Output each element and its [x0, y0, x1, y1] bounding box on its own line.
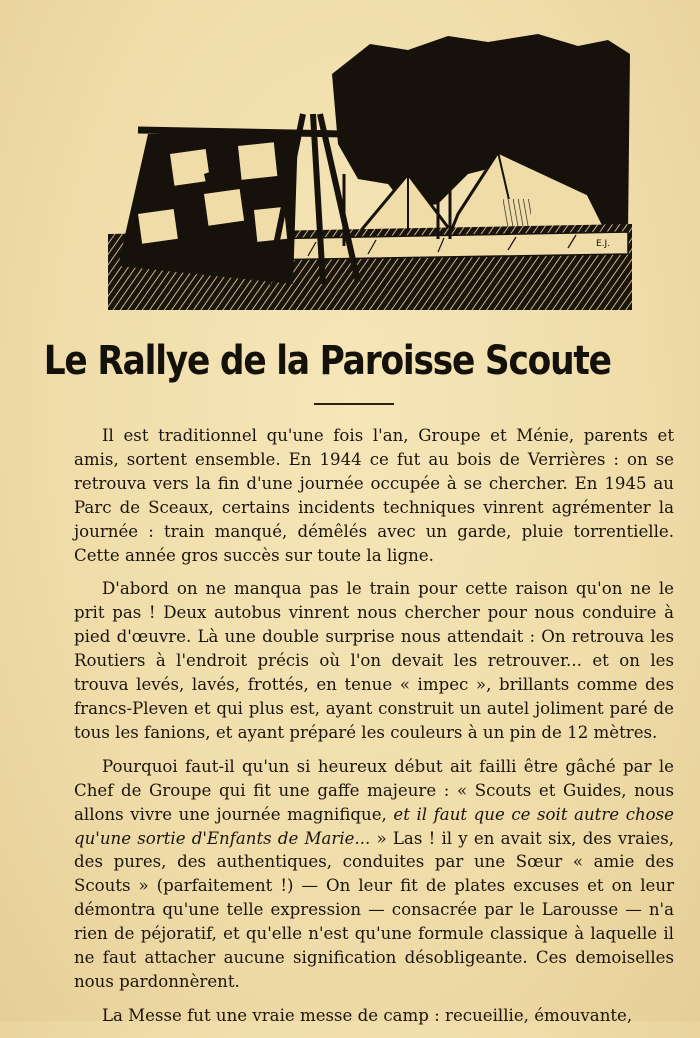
paragraph-text: La Messe fut une vraie messe de camp : recueillie, émouvante, [102, 1005, 633, 1025]
paragraph-text: Il est traditionnel qu'une fois l'an, Groupe et Ménie, parents et amis, sortent ensemble. En 1944 ce fut au bois de Verrières : on se retrouva vers la fin d'une journée occupée à se chercher. En 1945 au Parc de Sceaux, certains incidents techniques vinrent agrémenter la journée : train manqué, démêlés avec un garde, pluie torrentielle. Cette année gros succès sur toute la ligne. [74, 426, 674, 565]
article-paragraph [74, 1004, 674, 1028]
scout-camp-woodcut [108, 34, 632, 310]
article-body [74, 424, 674, 1038]
title-divider [314, 403, 394, 405]
paragraph-text: Pourquoi faut-il qu'un si heureux début ait failli être gâché par le Chef de Groupe qui fit une gaffe majeure : « Scouts et Guides, nous allons vivre une journée magnifique, [74, 756, 674, 824]
woodcut-illustration [108, 34, 632, 310]
article-paragraph [74, 424, 674, 567]
article-paragraph [74, 577, 674, 744]
article-paragraph [74, 755, 674, 994]
italic-quote: et il faut que ce soit autre chose qu'une sortie d'Enfants de Marie... [74, 804, 674, 848]
paragraph-text: » Las ! il y en avait six, des vraies, des pures, des authentiques, conduites par une Sœur « amie des Scouts » (parfaitement !) — On leur fit de plates excuses et on leur démontra qu'une telle expression — consacrée par le Larousse — n'a rien de péjoratif, et qu'elle n'est qu'une formule classique à laquelle il ne faut attacher aucune signification désobligeante. Ces demoiselles nous pardonnèrent. [74, 828, 674, 991]
illustration-signature: E.J. [596, 239, 611, 249]
paragraph-text: D'abord on ne manqua pas le train pour cette raison qu'on ne le prit pas ! Deux autobus vinrent nous chercher pour nous conduire à pied d'œuvre. Là une double surprise nous attendait : On retrouva les Routiers à l'endroit précis où l'on devait les retrouver... et on les trouva levés, lavés, frottés, en tenue « impec », brillants comme des francs-Pleven et qui plus est, ayant construit un autel joliment paré de tous les fanions, et ayant préparé les couleurs à un pin de 12 mètres. [74, 579, 674, 742]
article-title: Le Rallye de la Paroisse Scoute [43, 338, 611, 384]
